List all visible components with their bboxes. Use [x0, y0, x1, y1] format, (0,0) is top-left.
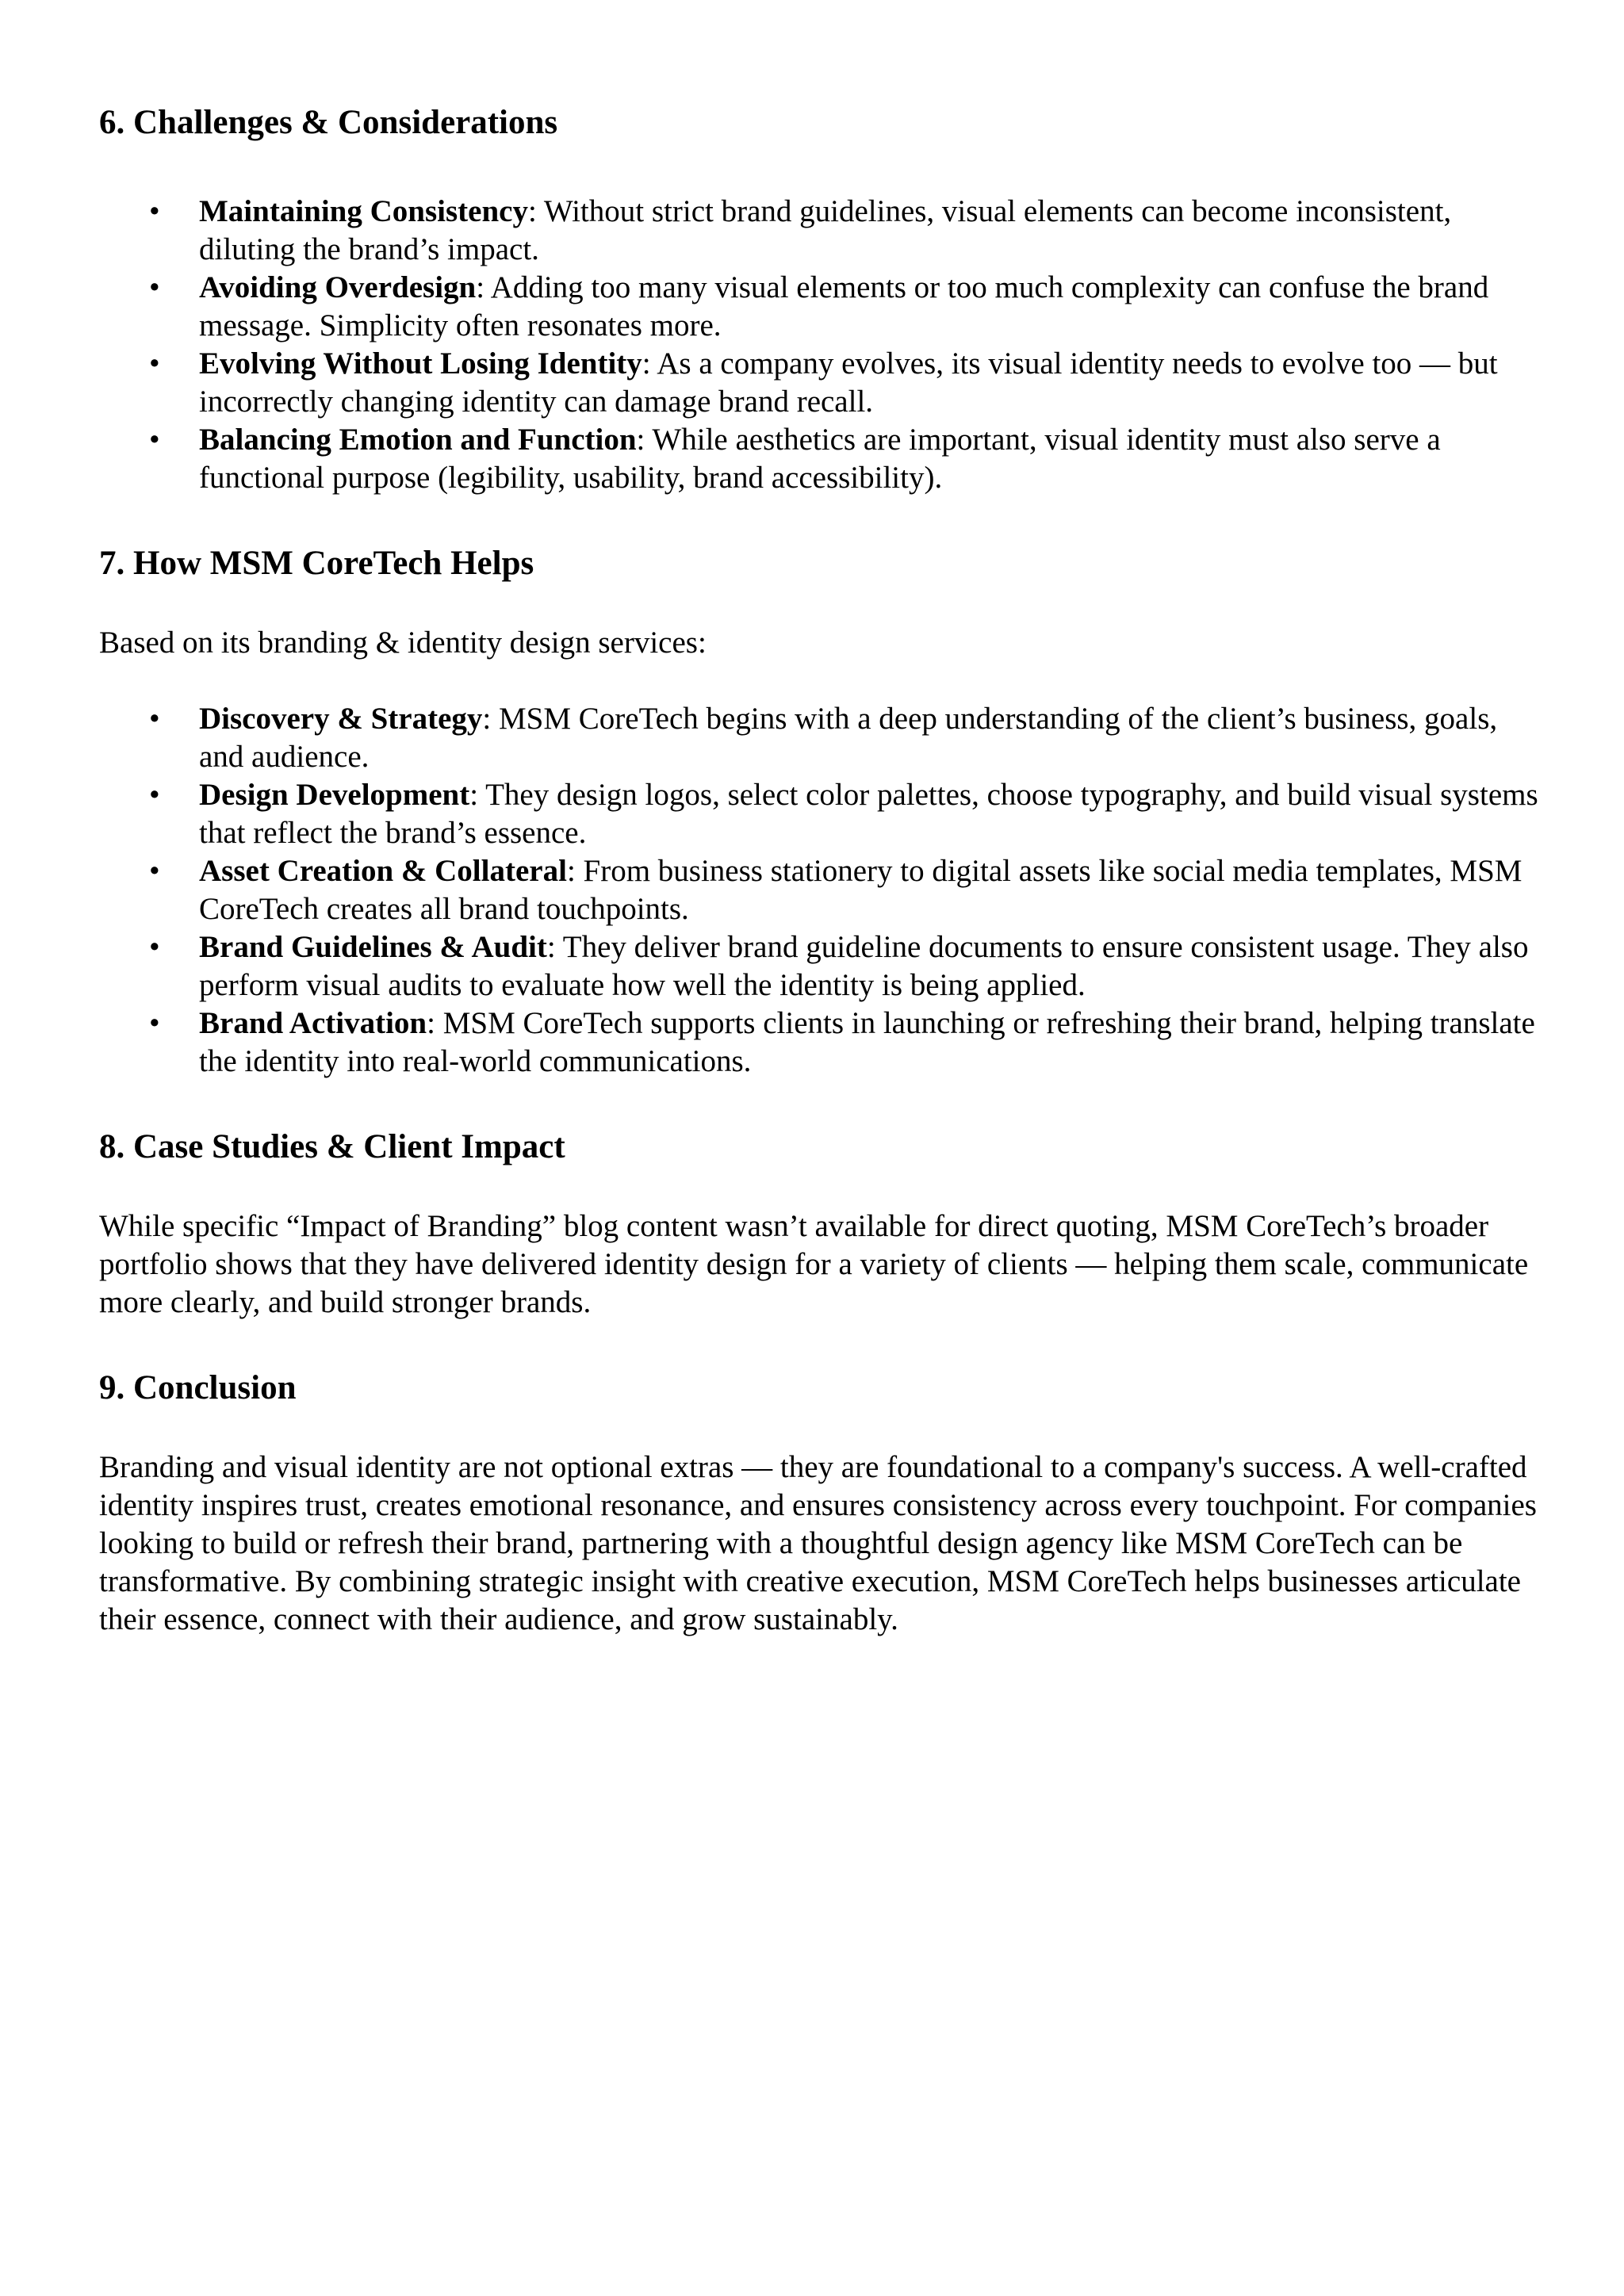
bullet-icon: • — [149, 930, 160, 964]
list-item-term: Design Development — [199, 778, 470, 812]
bullet-icon: • — [149, 1006, 160, 1040]
bullet-icon: • — [149, 854, 160, 888]
list-item-term: Asset Creation & Collateral — [199, 854, 567, 888]
bullet-icon: • — [149, 270, 160, 304]
section-8-heading: 8. Case Studies & Client Impact — [99, 1128, 565, 1165]
list-item-term: Discovery & Strategy — [199, 702, 483, 736]
section-8-body: While specific “Impact of Branding” blog content wasn’t available for direct quoting, MSM CoreTech’s broader portfolio shows that they have delivered identity design for a variety of clients — helping them scale, communicate more clearly, and build stronger brands. — [99, 1209, 1529, 1319]
bullet-icon: • — [149, 194, 160, 228]
list-item-term: Brand Activation — [199, 1006, 427, 1040]
section-9-body: Branding and visual identity are not optional extras — they are foundational to a company's success. A well-crafted identity inspires trust, creates emotional resonance, and ensures consistency across every touchpoint. For companies looking to build or refresh their brand, partnering with a thoughtful design agency like MSM CoreTech can be transformative. By combining strategic insight with creative execution, MSM CoreTech helps businesses articulate their essence, connect with their audience, and grow sustainably. — [99, 1450, 1537, 1636]
list-item-text: : Adding too many visual elements or too much complexity can confuse the brand message. Simplicity often resonates more. — [199, 270, 1489, 342]
section-6-list — [99, 193, 1542, 497]
list-item — [149, 345, 1542, 421]
section-7-intro: Based on its branding & identity design services: — [99, 626, 707, 660]
section-9-heading: 9. Conclusion — [99, 1369, 297, 1406]
list-item-term: Brand Guidelines & Audit — [199, 930, 547, 964]
list-item-term: Avoiding Overdesign — [199, 270, 477, 304]
list-item-text: : MSM CoreTech supports clients in launching or refreshing their brand, helping translate the identity into real-world communications. — [199, 1006, 1535, 1078]
bullet-icon: • — [149, 423, 160, 457]
list-item — [149, 852, 1542, 928]
list-item — [149, 776, 1542, 852]
list-item-term: Evolving Without Losing Identity — [199, 346, 642, 381]
bullet-icon: • — [149, 778, 160, 812]
list-item — [149, 193, 1542, 269]
list-item-text: : From business stationery to digital assets like social media templates, MSM CoreTech creates all brand touchpoints. — [199, 854, 1522, 926]
list-item-text: : While aesthetics are important, visual identity must also serve a functional purpose (legibility, usability, brand accessibility). — [199, 423, 1441, 495]
list-item — [149, 269, 1542, 345]
list-item-text: : Without strict brand guidelines, visual elements can become inconsistent, diluting the brand’s impact. — [199, 194, 1452, 266]
bullet-icon: • — [149, 702, 160, 736]
section-7-heading: 7. How MSM CoreTech Helps — [99, 545, 534, 582]
list-item-text: : They design logos, select color palettes, choose typography, and build visual systems that reflect the brand’s essence. — [199, 778, 1538, 850]
list-item — [149, 928, 1542, 1004]
list-item-text: : They deliver brand guideline documents to ensure consistent usage. They also perform visual audits to evaluate how well the identity is being applied. — [199, 930, 1529, 1002]
list-item-text: : MSM CoreTech begins with a deep understanding of the client’s business, goals, and audience. — [199, 702, 1498, 774]
list-item-text: : As a company evolves, its visual identity needs to evolve too — but incorrectly changing identity can damage brand recall. — [199, 346, 1498, 419]
list-item-term: Maintaining Consistency — [199, 194, 528, 228]
section-7-list — [99, 700, 1542, 1081]
list-item — [149, 421, 1542, 497]
list-item — [149, 1004, 1542, 1081]
document-page — [99, 94, 1542, 1639]
bullet-icon: • — [149, 346, 160, 381]
list-item-term: Balancing Emotion and Function — [199, 423, 637, 457]
list-item — [149, 700, 1542, 776]
section-6-heading: 6. Challenges & Considerations — [99, 104, 558, 141]
